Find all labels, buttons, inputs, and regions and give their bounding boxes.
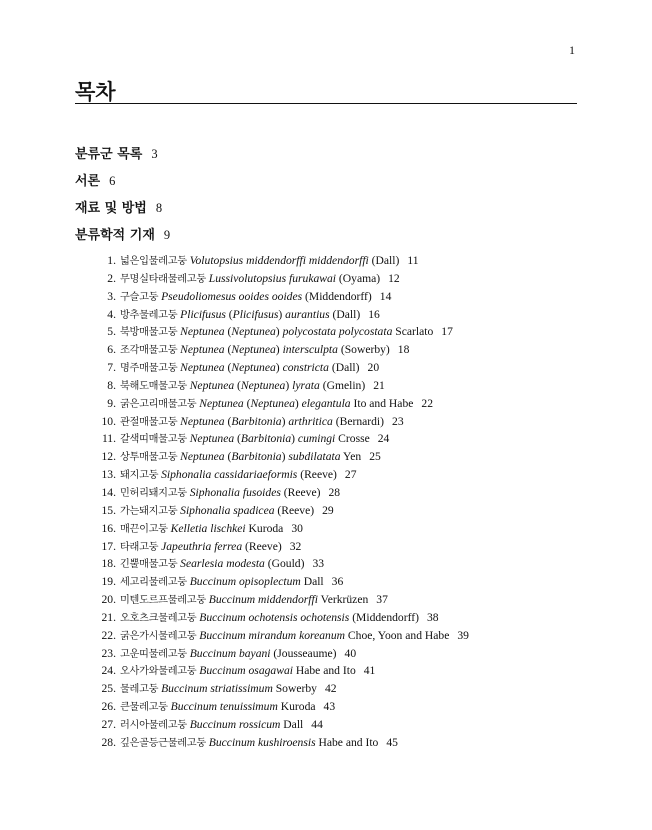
toc-entry[interactable] [100,502,550,520]
entry-number: 9. [107,396,116,410]
scientific-name: Plicifusus [232,307,279,321]
authority: (Middendorff) [302,289,372,303]
authority: ( [234,432,241,446]
authority: ( [224,343,232,357]
scientific-name: Siphonalia fusoides [189,485,281,499]
scientific-name: arthritica [288,414,333,428]
toc-entry[interactable] [100,662,550,680]
entry-number: 21. [101,610,116,624]
toc-entry[interactable] [100,395,550,413]
authority: Verkrüzen [317,593,369,607]
scientific-name: Volutopsius middendorffi middendorffi [189,254,369,267]
entry-number: 13. [101,468,116,482]
toc-section[interactable] [75,225,170,252]
entry-page-number: 42 [324,682,337,696]
toc-entry[interactable] [100,252,550,270]
toc-entry[interactable] [100,323,550,341]
entry-number: 24. [101,664,116,678]
authority: ( [224,361,232,375]
entry-number: 6. [107,343,116,357]
scientific-name: Buccinum tenuissimum [170,700,278,714]
entry-page-number: 24 [377,432,390,446]
authority: Sowerby [272,682,317,696]
authority: ) [275,343,283,357]
scientific-name: Japeuthria ferrea [161,539,243,553]
entry-page-number: 16 [368,307,380,321]
scientific-name: Plicifusus [180,307,226,321]
authority: ( [224,450,232,464]
toc-entry[interactable] [100,306,550,324]
korean-name: 명주매물고둥 [120,363,178,375]
entry-page-number: 30 [291,521,303,535]
korean-name: 미텐도르프물레고둥 [120,595,206,607]
korean-name: 갈색띠매물고둥 [120,434,187,446]
entry-number: 26. [101,700,116,714]
entry-number: 17. [101,539,116,553]
scientific-name: constricta [282,361,329,375]
authority: ( [225,307,233,321]
entry-page-number: 36 [331,575,344,589]
entry-page-number: 41 [363,664,376,678]
scientific-name: Buccinum striatissimum [161,682,273,696]
toc-section[interactable] [75,198,170,225]
entry-number: 10. [101,414,116,428]
toc-entry[interactable] [100,716,550,734]
authority: (Middendorff) [349,610,419,624]
korean-name: 오사가와물레고둥 [120,666,197,678]
entry-number: 28. [101,735,116,749]
entry-number: 22. [101,628,116,642]
scientific-name: Neptunea [180,450,225,464]
authority: (Dall) [328,361,360,375]
entry-page-number: 40 [344,646,357,660]
scientific-name: Buccinum middendorffi [208,593,318,607]
toc-entry[interactable] [100,734,550,752]
entry-number: 16. [101,521,116,535]
korean-name: 타래고둥 [120,541,159,553]
scientific-name: Neptunea [180,361,225,375]
korean-name: 무명실타래물레고둥 [120,273,206,285]
authority: Choe, Yoon and Habe [345,628,450,642]
authority: Kuroda [245,521,284,535]
toc-entry[interactable] [100,645,550,663]
scientific-name: Searlesia modesta [180,557,265,571]
section-title: 재료 및 방법 [75,201,147,216]
authority: ) [275,361,283,375]
scientific-name: subdilatata [288,450,341,464]
korean-name: 러시아물레고둥 [120,719,187,731]
korean-name: 매끈이고둥 [120,523,168,535]
toc-entry[interactable] [100,520,550,538]
scientific-name: lyrata [292,378,320,392]
scientific-name: Neptunea [180,325,225,339]
scientific-name: Pseudoliomesus ooides ooides [161,289,303,303]
authority: (Jousseaume) [270,646,337,660]
section-title: 분류학적 기재 [75,228,155,243]
authority: (Sowerby) [337,343,390,357]
authority: ( [224,325,232,339]
authority: (Dall) [368,254,400,267]
scientific-name: elegantula [301,396,351,410]
toc-entry[interactable] [100,680,550,698]
toc-title: 목차 [75,80,116,104]
entry-number: 4. [107,307,116,321]
toc-entry[interactable] [100,359,550,377]
entry-number: 3. [107,289,116,303]
korean-name: 큰물레고둥 [120,702,168,714]
scientific-name: Buccinum opisoplectum [189,575,301,589]
scientific-name: Neptunea [189,432,235,446]
authority: ) [275,325,283,339]
authority: (Oyama) [336,271,381,285]
scientific-name: cumingi [297,432,336,446]
section-page-number: 8 [155,201,163,215]
toc-entry[interactable] [100,448,550,466]
toc-species-list [100,252,550,752]
authority: (Gould) [264,557,305,571]
authority: ( [224,414,232,428]
entry-page-number: 21 [373,378,385,392]
korean-name: 조각매물고둥 [120,345,178,357]
entry-page-number: 44 [311,717,323,731]
entry-page-number: 37 [376,593,388,607]
authority: ) [278,307,286,321]
entry-page-number: 28 [328,485,341,499]
authority: (Dall) [329,307,361,321]
korean-name: 긴뿔매물고둥 [120,559,178,571]
entry-number: 2. [107,271,116,285]
scientific-name: Neptunea [199,396,244,410]
toc-section[interactable] [75,144,170,171]
authority: ) [281,414,289,428]
entry-page-number: 20 [367,361,380,375]
toc-entry[interactable] [100,538,550,556]
korean-name: 방추물레고둥 [120,309,178,321]
entry-number: 5. [107,325,116,339]
authority: Crosse [335,432,370,446]
toc-entry[interactable] [100,377,550,395]
toc-entry[interactable] [100,466,550,484]
korean-name: 구슬고둥 [120,291,159,303]
entry-page-number: 12 [388,271,400,285]
entry-page-number: 38 [426,610,439,624]
scientific-name: Buccinum mirandum koreanum [199,628,346,642]
authority: (Reeve) [274,503,315,517]
korean-name: 굵은고리매물고둥 [120,398,197,410]
entry-number: 12. [101,450,116,464]
scientific-name: Buccinum ochotensis ochotensis [199,610,350,624]
scientific-name: Neptunea [231,325,276,339]
korean-name: 가는돼지고둥 [120,505,178,517]
toc-entry[interactable] [100,627,550,645]
section-title: 분류군 목록 [75,147,143,162]
scientific-name: intersculpta [282,343,338,357]
entry-number: 7. [107,361,116,375]
korean-name: 상투매물고둥 [120,452,178,464]
entry-number: 23. [101,646,116,660]
toc-entry[interactable] [100,555,550,573]
entry-number: 20. [101,593,116,607]
entry-page-number: 18 [397,343,410,357]
korean-name: 고운띠물레고둥 [120,648,187,660]
toc-entry[interactable] [100,698,550,716]
entry-number: 14. [101,485,116,499]
scientific-name: Neptunea [250,396,295,410]
authority: Dall [300,575,324,589]
entry-page-number: 17 [441,325,453,339]
scientific-name: Buccinum bayani [189,646,271,660]
entry-page-number: 43 [323,700,336,714]
korean-name: 오호츠크물레고둥 [120,612,197,624]
scientific-name: Neptunea [180,414,225,428]
authority: (Reeve) [242,539,282,553]
toc-entry[interactable] [100,573,550,591]
toc-entry[interactable] [100,484,550,502]
authority: (Reeve) [280,485,321,499]
section-title: 서론 [75,174,101,189]
scientific-name: Barbitonia [231,414,282,428]
entry-number: 18. [101,557,116,571]
authority: ) [281,450,289,464]
authority: (Gmelin) [319,378,366,392]
korean-name: 관절매물고둥 [120,416,178,428]
scientific-name: Neptunea [231,361,276,375]
authority: ) [294,396,302,410]
authority: ) [285,378,293,392]
entry-page-number: 45 [386,735,398,749]
entry-number: 8. [107,378,116,392]
korean-name: 돼지고둥 [120,470,159,482]
toc-entry[interactable] [100,270,550,288]
entry-page-number: 29 [322,503,334,517]
entry-page-number: 25 [369,450,381,464]
korean-name: 굵은가시물레고둥 [120,630,197,642]
scientific-name: Barbitonia [231,450,282,464]
scientific-name: Buccinum kushiroensis [208,735,316,749]
entry-page-number: 27 [344,468,357,482]
toc-entry[interactable] [100,609,550,627]
korean-name: 북해도매물고둥 [120,380,187,392]
korean-name: 민허리돼지고둥 [120,487,187,499]
toc-sections [75,144,170,252]
authority: Dall [280,717,304,731]
scientific-name: Neptunea [180,343,225,357]
authority: Yen [340,450,362,464]
authority: Scarlato [392,325,434,339]
section-page-number: 3 [151,147,158,161]
entry-number: 19. [101,575,116,589]
entry-number: 25. [101,682,116,696]
toc-section[interactable] [75,171,170,198]
toc-entry[interactable] [100,591,550,609]
entry-page-number: 39 [457,628,469,642]
authority: Habe and Ito [292,664,356,678]
scientific-name: Kelletia lischkei [170,521,246,535]
authority: ( [243,396,251,410]
authority: (Bernardi) [332,414,385,428]
scientific-name: Neptunea [189,378,235,392]
entry-page-number: 11 [407,254,419,267]
scientific-name: Neptunea [231,343,276,357]
authority: Kuroda [277,700,316,714]
scientific-name: Buccinum osagawai [199,664,293,678]
toc-entry[interactable] [100,430,550,448]
scientific-name: polycostata polycostata [282,325,393,339]
korean-name: 세고리물레고둥 [120,577,187,589]
korean-name: 북방매물고둥 [120,327,178,339]
title-rule [75,103,577,104]
authority: Ito and Habe [350,396,414,410]
entry-page-number: 14 [379,289,392,303]
section-page-number: 9 [163,228,171,242]
entry-number: 11. [101,432,116,446]
toc-entry[interactable] [100,288,550,306]
korean-name: 넓은입물레고둥 [120,256,187,267]
authority: (Reeve) [297,468,337,482]
entry-page-number: 33 [312,557,325,571]
scientific-name: aurantius [285,307,330,321]
entry-number: 1. [107,254,116,267]
scientific-name: Buccinum rossicum [189,717,281,731]
scientific-name: Lussivolutopsius furukawai [208,271,337,285]
entry-number: 15. [101,503,116,517]
entry-page-number: 22 [421,396,433,410]
toc-entry[interactable] [100,413,550,431]
scientific-name: Neptunea [240,378,286,392]
korean-name: 깊은골등근물레고둥 [120,737,206,749]
authority: ) [291,432,298,446]
section-page-number: 6 [109,174,116,188]
toc-entry[interactable] [100,341,550,359]
scientific-name: Siphonalia spadicea [180,503,275,517]
authority: ( [234,378,241,392]
korean-name: 물레고둥 [120,684,159,696]
entry-number: 27. [101,717,116,731]
scientific-name: Barbitonia [240,432,292,446]
page-number: 1 [569,43,575,57]
authority: Habe and Ito [315,735,379,749]
entry-page-number: 32 [289,539,302,553]
entry-page-number: 23 [392,414,404,428]
scientific-name: Siphonalia cassidariaeformis [161,468,298,482]
